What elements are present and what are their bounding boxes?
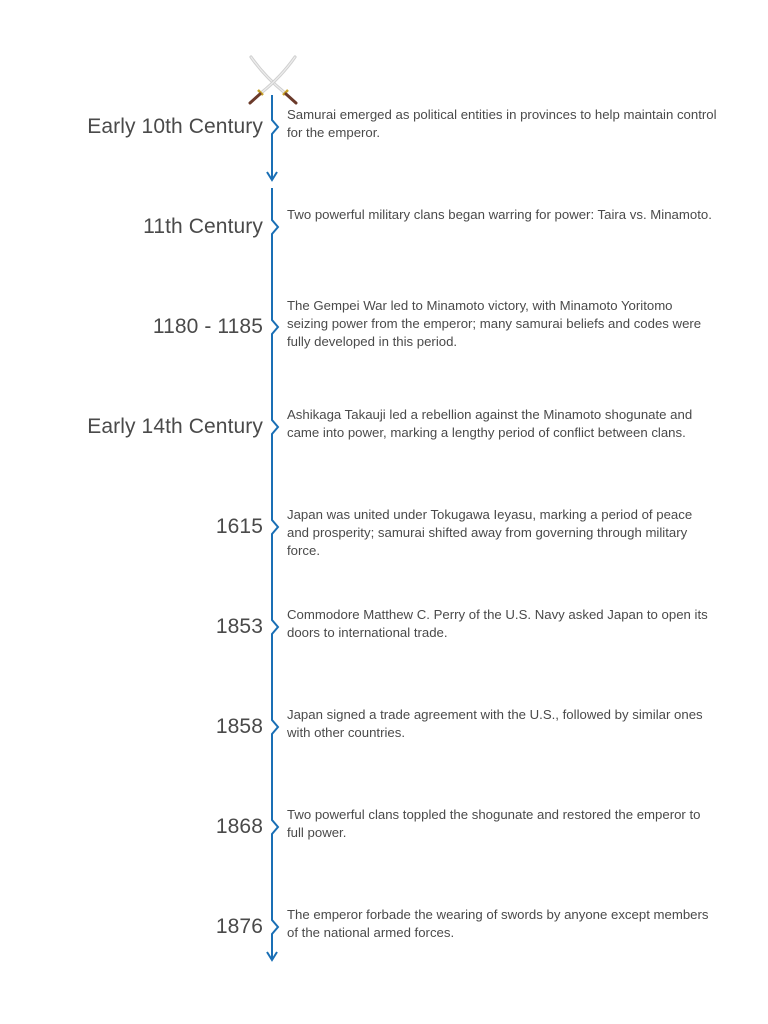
timeline-entry [0, 407, 768, 474]
entry-description: Two powerful military clans began warring for power: Taira vs. Minamoto. [287, 207, 712, 222]
entry-description: Commodore Matthew C. Perry of the U.S. Navy asked Japan to open its doors to international trade. [287, 607, 708, 640]
entry-date: 1868 [215, 815, 263, 838]
entry-date: 1858 [215, 715, 263, 738]
timeline-entry [0, 298, 768, 374]
entry-date: Early 10th Century [87, 115, 263, 138]
entry-date: Early 14th Century [87, 415, 263, 438]
entry-description: The Gempei War led to Minamoto victory, with Minamoto Yoritomo seizing power from the emperor; many samurai beliefs and codes were fully developed in this period. [287, 298, 702, 349]
crossed-swords-icon [247, 55, 299, 105]
timeline-entry [0, 207, 768, 274]
entry-description: Japan signed a trade agreement with the U.S., followed by similar ones with other countries. [287, 707, 703, 740]
timeline-entry [0, 607, 768, 674]
entry-description: The emperor forbade the wearing of swords by anyone except members of the national armed forces. [287, 907, 709, 940]
entry-date: 1853 [215, 615, 263, 638]
timeline-entry [0, 507, 768, 574]
entry-description: Ashikaga Takauji led a rebellion against the Minamoto shogunate and came into power, marking a lengthy period of conflict between clans. [287, 407, 693, 440]
entry-description: Two powerful clans toppled the shogunate and restored the emperor to full power. [287, 807, 701, 840]
entry-description: Japan was united under Tokugawa Ieyasu, marking a period of peace and prosperity; samurai shifted away from governing through military force. [287, 507, 693, 558]
timeline-entry [0, 807, 768, 874]
entry-description: Samurai emerged as political entities in provinces to help maintain control for the emperor. [287, 107, 717, 140]
entry-date: 1615 [215, 515, 263, 538]
timeline-entry [0, 107, 768, 174]
entry-date: 1180 - 1185 [152, 315, 263, 338]
timeline-entry [0, 707, 768, 774]
timeline-entry [0, 907, 768, 974]
entry-date: 11th Century [143, 215, 263, 238]
entry-date: 1876 [215, 915, 263, 938]
